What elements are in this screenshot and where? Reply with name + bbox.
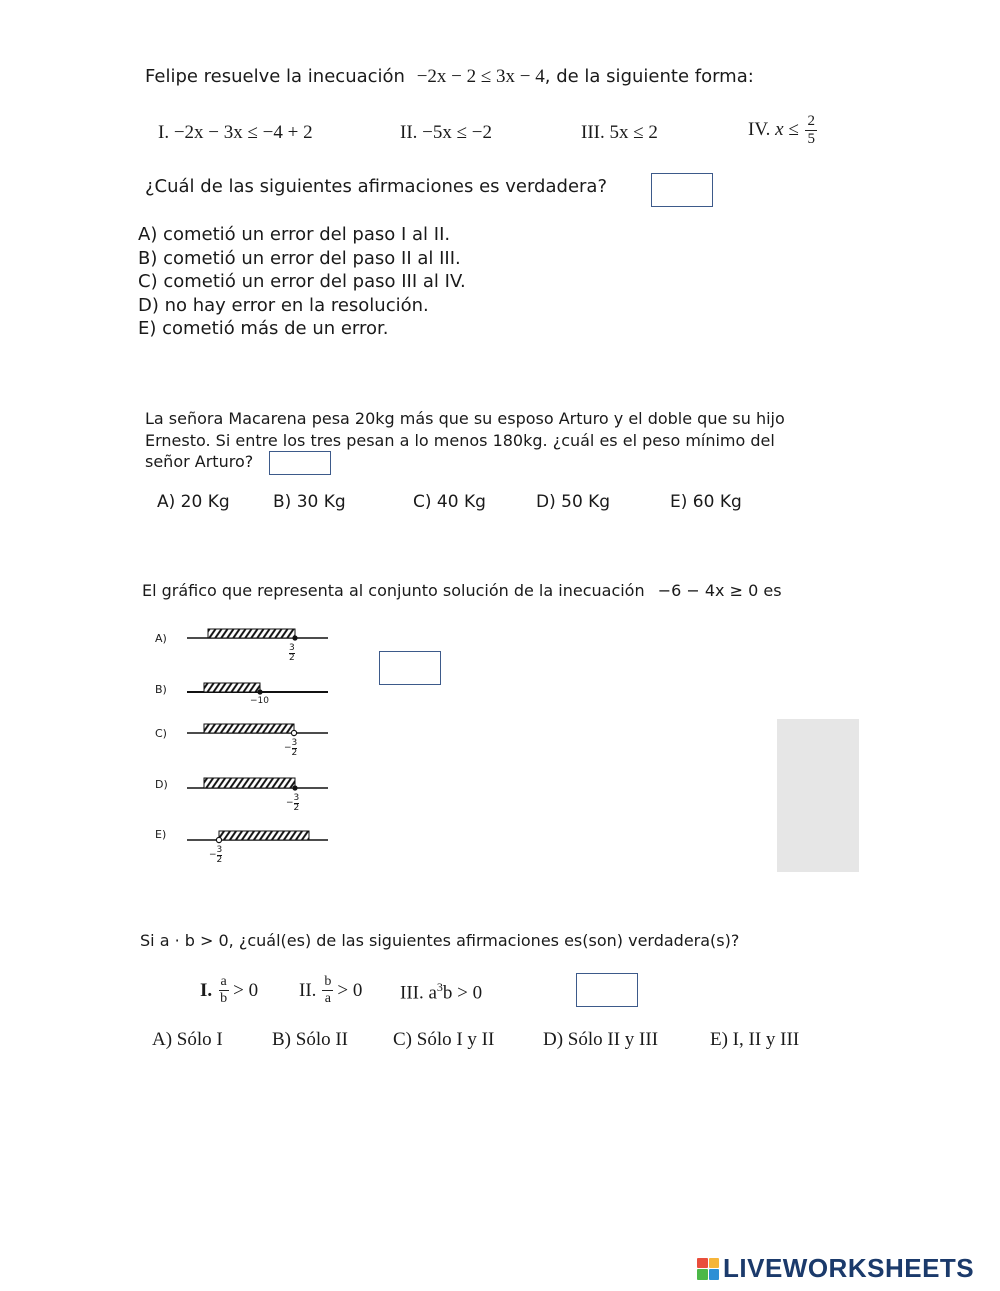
q1-option-b: B) cometió un error del paso II al III. [138,247,461,269]
q4-option-d: D) Sólo II y III [543,1029,659,1050]
frac-den: 2 [289,653,295,664]
q1-intro-text-end: , de la siguiente forma: [544,66,754,87]
step-label: III. [581,122,605,143]
graph-e-shade [219,831,309,840]
frac-num: 3 [216,845,223,855]
q4-answer-box[interactable] [576,973,638,1007]
logo-mark-icon [697,1258,719,1280]
stmt-rest: b > 0 [442,982,483,1004]
q2-option-a: A) 20 Kg [157,492,230,512]
q4-option-a: A) Sólo I [152,1029,223,1050]
graph-a-point-label [289,644,295,664]
frac-num: a [220,974,227,989]
graph-c-point [291,730,296,735]
logo-text: LIVEWORKSHEETS [723,1253,975,1283]
frac-num: 3 [291,738,298,748]
q2-option-b: B) 30 Kg [273,492,346,512]
stmt-label: III. [400,982,424,1004]
graph-b [187,683,328,695]
graph-e-label: E) [155,828,167,841]
q4-question: Si a · b > 0, ¿cuál(es) de las siguientes afirmaciones es(son) verdadera(s)? [140,931,740,950]
graph-e [187,831,328,843]
q4-option-b: B) Sólo II [272,1029,348,1050]
stmt-label: I. [200,979,213,1001]
q1-option-d: D) no hay error en la resolución. [138,294,429,316]
frac [294,794,300,814]
step-expr: −5x ≤ −2 [422,122,493,143]
graph-e-point [216,837,221,842]
q1-option-c: C) cometió un error del paso III al IV. [138,271,466,292]
minus-sign: − [284,743,292,754]
minus-sign: − [209,850,217,861]
q2-option-d: D) 50 Kg [536,492,611,512]
stmt-exponent: 3 [436,980,443,994]
frac-den: b [220,991,228,1006]
frac [217,846,223,866]
q2-option-e: E) 60 Kg [670,492,742,512]
q4-statement-2 [299,975,362,1006]
frac-den: 2 [291,748,298,759]
q3-inequality: −6 − 4x ≥ 0 es [657,581,782,600]
frac-num: 3 [289,643,295,653]
graph-b-point-label: −10 [250,696,269,706]
graph-b-shade [204,683,260,692]
liveworksheets-logo [697,1253,974,1284]
graph-a-shade [208,629,295,638]
frac-num: 2 [807,113,815,129]
graph-d-point [292,785,297,790]
step-label: I. [158,122,170,143]
q3-question-text: El gráfico que representa al conjunto solución de la inecuación [142,581,645,600]
graph-d-shade [204,778,295,788]
frac-num: 3 [293,793,300,803]
q4-option-e: E) I, II y III [710,1029,800,1050]
frac [292,739,298,759]
frac-den: 2 [293,803,300,814]
q1-option-a: A) cometió un error del paso I al II. [138,224,451,245]
stmt-base: a [428,982,437,1004]
step-label: IV. [748,118,771,140]
step-label: II. [400,122,418,143]
graph-e-point-label [209,846,222,866]
q2-line-3: señor Arturo? [145,452,254,471]
q1-inequality: −2x − 2 ≤ 3x − 4 [416,66,545,87]
minus-sign: − [286,798,294,809]
step-expr: 5x ≤ 2 [609,122,658,143]
graph-a-label: A) [155,632,167,645]
q1-question: ¿Cuál de las siguientes afirmaciones es verdadera? [145,176,607,197]
graph-a [187,629,328,641]
graph-a-point [292,635,297,640]
frac-den: a [324,991,332,1006]
graph-d [187,778,328,791]
stmt-label: II. [299,979,317,1001]
graph-b-point [257,689,262,694]
graph-b-label: B) [155,683,167,696]
frac-num: b [324,974,332,989]
gray-side-panel [777,719,859,872]
graph-c-point-label [284,739,297,759]
stmt-rest: > 0 [233,979,259,1001]
q2-option-c: C) 40 Kg [413,492,486,512]
graph-c-shade [204,724,294,733]
graph-d-label: D) [155,778,168,791]
stmt-rest: > 0 [337,979,363,1001]
graph-d-point-label [286,794,299,814]
step-expr: x ≤ [775,118,799,140]
q2-line-2: Ernesto. Si entre los tres pesan a lo menos 180kg. ¿cuál es el peso mínimo del [145,430,775,450]
stmt-fraction [218,975,229,1006]
stmt-fraction [322,975,333,1006]
q1-option-e: E) cometió más de un error. [138,318,389,339]
q4-option-c: C) Sólo I y II [393,1029,495,1050]
step-expr: −2x − 3x ≤ −4 + 2 [173,122,313,143]
frac-den: 2 [216,855,223,866]
frac-den: 5 [807,131,815,147]
q4-statement-3 [400,980,482,1004]
graph-c-label: C) [155,727,167,740]
q2-line-1: La señora Macarena pesa 20kg más que su esposo Arturo y el doble que su hijo [145,409,785,428]
q4-statement-1 [200,975,258,1006]
graph-c [187,724,328,736]
q1-intro-text: Felipe resuelve la inecuación [145,66,405,87]
